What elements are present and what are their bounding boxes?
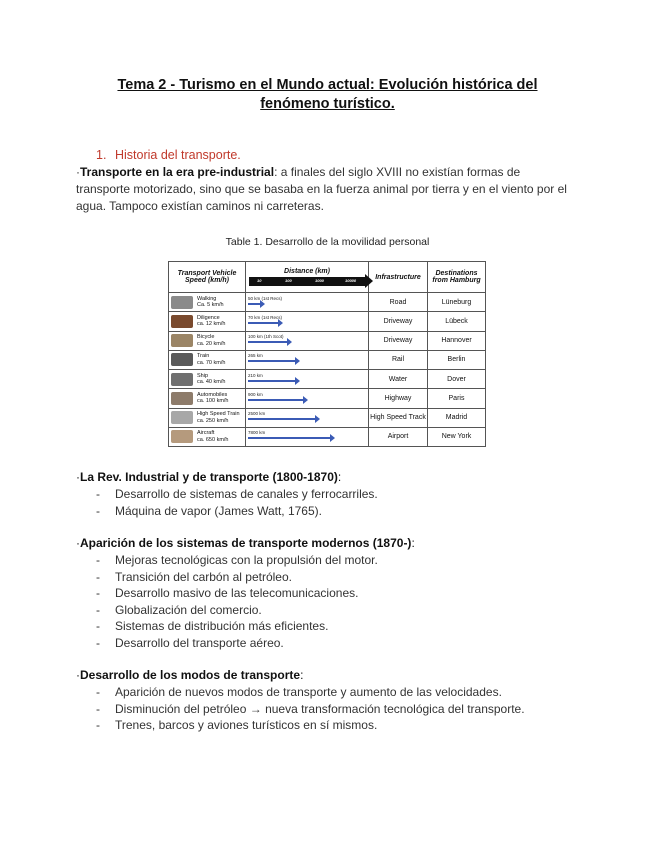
table-row (169, 389, 486, 408)
vehicle-name: Train (197, 353, 210, 360)
cell-infrastructure: Rail (369, 350, 428, 369)
cell-distance (246, 389, 369, 408)
vehicle-image (171, 411, 193, 424)
distance-arrow (248, 303, 261, 305)
table-row (169, 370, 486, 389)
cell-destination: New York (428, 427, 486, 446)
distance-label: 7800 km (248, 430, 266, 436)
cell-vehicle (169, 408, 246, 427)
list-item: - Transición del carbón al petróleo. (96, 569, 378, 586)
section-number: 1. (96, 148, 107, 162)
list-item: - Globalización del comercio. (96, 602, 378, 619)
vehicle-name: High Speed Train (197, 411, 240, 418)
vehicle-name: Diligence (197, 314, 220, 321)
table-row (169, 312, 486, 331)
vehicle-image (171, 430, 193, 443)
title-line-1: Tema 2 - Turismo en el Mundo actual: Evolución histórica del (117, 77, 538, 93)
cell-vehicle (169, 312, 246, 331)
cell-infrastructure: Highway (369, 389, 428, 408)
distance-arrow (248, 341, 288, 343)
distance-label: 100 km (1th Scot) (248, 334, 284, 340)
table-row (169, 331, 486, 350)
distance-label: 900 km (248, 391, 263, 397)
cell-destination: Lübeck (428, 312, 486, 331)
scale-tick: 10000 (345, 278, 357, 283)
bullet-mark: · (76, 668, 80, 682)
table-caption: Table 1. Desarrollo de la movilidad personal (225, 236, 430, 248)
distance-scale-bar (249, 277, 365, 286)
table-row (169, 427, 486, 446)
vehicle-image (171, 296, 193, 309)
bullet-list (96, 684, 525, 734)
distance-label: 70 km (1st Recs) (248, 314, 283, 320)
vehicle-speed: ca. 20 km/h (197, 340, 226, 347)
section-heading-text: La Rev. Industrial y de transporte (1800-1870) (80, 470, 338, 484)
list-item: - Desarrollo de sistemas de canales y ferrocarriles. (96, 486, 378, 503)
cell-vehicle (169, 293, 246, 312)
table-row (169, 408, 486, 427)
cell-destination: Hannover (428, 331, 486, 350)
cell-distance (246, 408, 369, 427)
cell-vehicle (169, 350, 246, 369)
cell-destination: Lüneburg (428, 293, 486, 312)
cell-distance (246, 370, 369, 389)
cell-distance (246, 293, 369, 312)
scale-tick: 100 (285, 278, 292, 283)
section-heading: ·Aparición de los sistemas de transporte modernos (1870-): (76, 536, 415, 550)
list-item: - Desarrollo del transporte aéreo. (96, 635, 378, 652)
cell-infrastructure: High Speed Track (369, 408, 428, 427)
intro-text: : a finales del siglo XVIII no existían formas de transporte motorizado, sino que se basaba en la fuerza animal por tierra y en el viento por el agua. Tampoco existían caminos ni carreteras. (76, 165, 567, 213)
cell-infrastructure: Road (369, 293, 428, 312)
bullet-mark: · (76, 470, 80, 484)
list-item: - Sistemas de distribución más eficientes. (96, 618, 378, 635)
cell-destination: Dover (428, 370, 486, 389)
header-distance-label: Distance (km) (284, 268, 330, 275)
distance-label: 2500 km (248, 411, 266, 417)
section-heading: ·La Rev. Industrial y de transporte (1800-1870): (76, 470, 342, 484)
vehicle-name: Aircraft (197, 430, 215, 437)
distance-label: 50 km (1st Recs) (248, 295, 283, 301)
intro-paragraph (76, 164, 576, 215)
cell-distance (246, 331, 369, 350)
vehicle-image (171, 373, 193, 386)
list-item: - Aparición de nuevos modos de transporte y aumento de las velocidades. (96, 684, 525, 701)
distance-arrow (248, 399, 304, 401)
cell-infrastructure: Airport (369, 427, 428, 446)
cell-vehicle (169, 370, 246, 389)
vehicle-image (171, 334, 193, 347)
cell-destination: Paris (428, 389, 486, 408)
cell-infrastructure: Water (369, 370, 428, 389)
section-heading: ·Desarrollo de los modos de transporte: (76, 668, 304, 682)
distance-arrow (248, 380, 296, 382)
header-distance (246, 262, 369, 293)
bullet-list (96, 486, 378, 519)
vehicle-image (171, 353, 193, 366)
cell-distance (246, 312, 369, 331)
list-item: - Mejoras tecnológicas con la propulsión del motor. (96, 552, 378, 569)
cell-vehicle (169, 389, 246, 408)
vehicle-name: Walking (197, 295, 217, 302)
intro-bold: Transporte en la era pre-industrial (80, 165, 275, 179)
list-item: - Desarrollo masivo de las telecomunicaciones. (96, 585, 378, 602)
vehicle-speed: Ca. 5 km/h (197, 302, 224, 309)
document-title (76, 76, 579, 114)
cell-vehicle (169, 331, 246, 350)
cell-vehicle (169, 427, 246, 446)
cell-infrastructure: Driveway (369, 331, 428, 350)
vehicle-speed: ca. 70 km/h (197, 359, 226, 366)
section-heading-history (96, 148, 241, 162)
list-item: - Máquina de vapor (James Watt, 1765). (96, 503, 378, 520)
vehicle-name: Automobiles (197, 391, 228, 398)
table-row (169, 293, 486, 312)
distance-label: 210 km (248, 372, 263, 378)
bullet-list (96, 552, 378, 652)
table-body (169, 293, 486, 447)
vehicle-speed: ca. 12 km/h (197, 321, 226, 328)
vehicle-image (171, 392, 193, 405)
scale-tick: 10 (257, 278, 262, 283)
vehicle-speed: ca. 250 km/h (197, 417, 229, 424)
bullet-mark: · (76, 536, 80, 550)
cell-destination: Berlin (428, 350, 486, 369)
distance-arrow (248, 322, 279, 324)
vehicle-speed: ca. 40 km/h (197, 379, 226, 386)
scale-tick: 1000 (315, 278, 324, 283)
distance-arrow (248, 418, 316, 420)
cell-distance (246, 427, 369, 446)
list-item: - Trenes, barcos y aviones turísticos en sí mismos. (96, 717, 525, 734)
section-heading-text: Aparición de los sistemas de transporte modernos (1870-) (80, 536, 412, 550)
table-row (169, 350, 486, 369)
bullet-mark: · (76, 165, 80, 179)
cell-infrastructure: Driveway (369, 312, 428, 331)
title-line-2: fenómeno turístico. (260, 96, 395, 112)
vehicle-name: Bicycle (197, 334, 215, 341)
section-label: Historia del transporte. (115, 148, 241, 162)
section-heading-text: Desarrollo de los modos de transporte (80, 668, 301, 682)
distance-arrow (248, 360, 296, 362)
vehicle-speed: ca. 100 km/h (197, 398, 229, 405)
header-destinations: Destinations from Hamburg (428, 262, 486, 293)
list-item: - Disminución del petróleo → nueva transformación tecnológica del transporte. (96, 701, 525, 718)
vehicle-speed: ca. 650 km/h (197, 436, 229, 443)
cell-destination: Madrid (428, 408, 486, 427)
header-vehicle: Transport Vehicle Speed (km/h) (169, 262, 246, 293)
vehicle-image (171, 315, 193, 328)
mobility-table (168, 261, 486, 447)
distance-label: 265 km (248, 353, 263, 359)
header-infrastructure: Infrastructure (369, 262, 428, 293)
vehicle-name: Ship (197, 372, 209, 379)
cell-distance (246, 350, 369, 369)
distance-arrow (248, 437, 331, 439)
